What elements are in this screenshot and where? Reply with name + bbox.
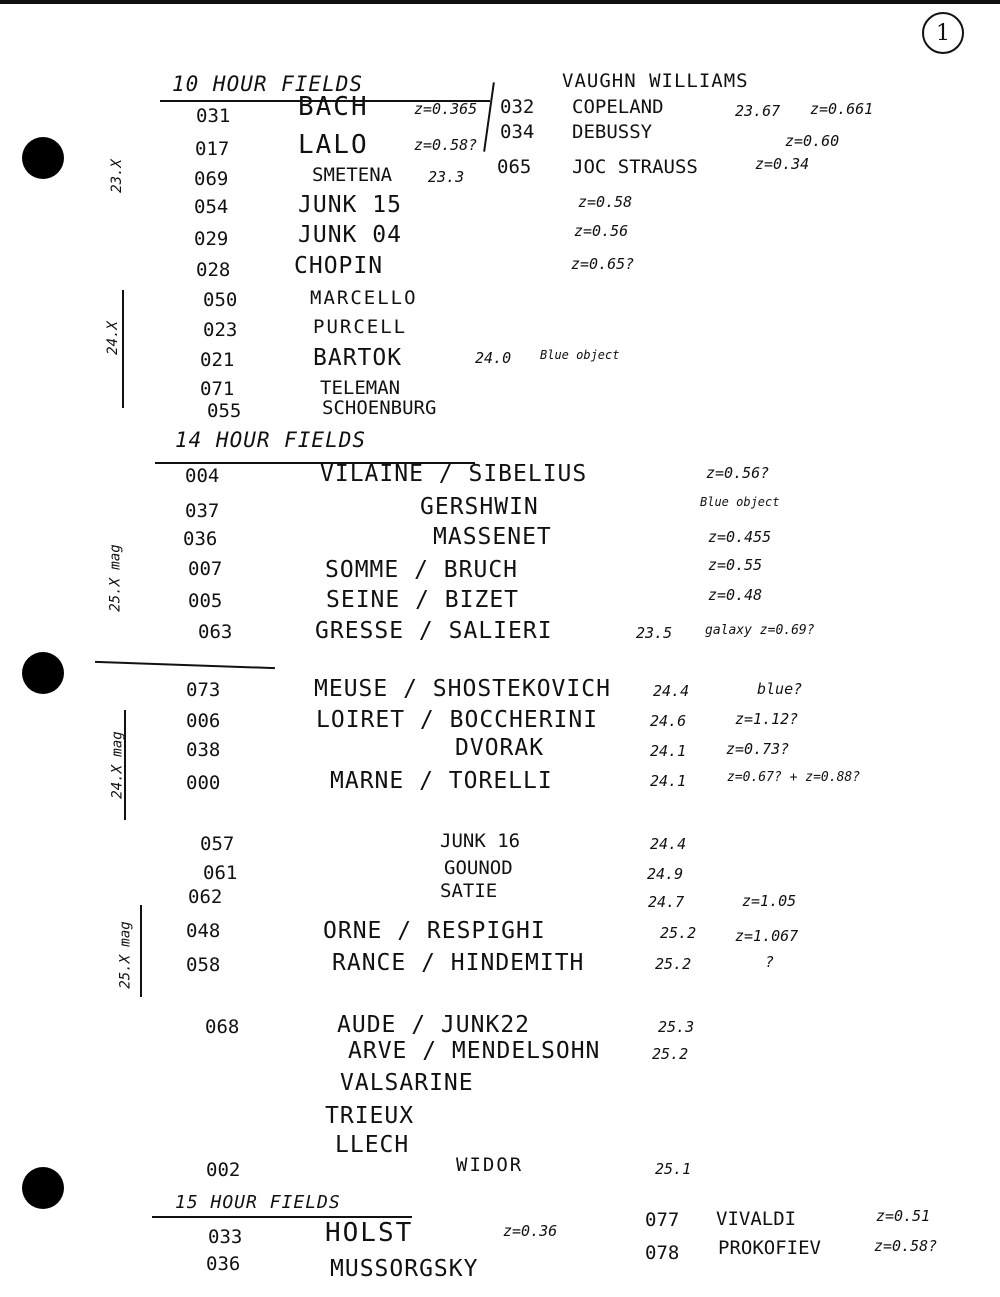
- page-number: 1: [922, 12, 964, 54]
- field-name: JUNK 15: [298, 192, 402, 218]
- field-note: ?: [765, 953, 775, 971]
- field-name: LALO: [298, 130, 369, 160]
- field-note: z=0.65?: [571, 255, 635, 273]
- field-id: 004: [185, 465, 220, 487]
- field-name: SEINE / BIZET: [326, 587, 520, 613]
- field-note: z=1.05: [742, 892, 797, 910]
- field-name: LLECH: [335, 1132, 410, 1158]
- field-mag: 25.2: [660, 924, 697, 942]
- field-note: galaxy z=0.69?: [705, 623, 815, 638]
- field-name: JUNK 04: [298, 222, 402, 248]
- field-id: 006: [186, 710, 221, 732]
- field-note: 24.0: [475, 349, 512, 367]
- side-bracket: [140, 905, 142, 997]
- field-mag: 25.2: [655, 955, 692, 973]
- field-name: SCHOENBURG: [322, 397, 437, 419]
- field-mag: 24.4: [650, 835, 687, 853]
- field-id: 028: [196, 259, 231, 281]
- field-id: 033: [208, 1226, 243, 1248]
- field-note: 23.3: [428, 168, 465, 186]
- field-note: z=0.51: [876, 1207, 931, 1225]
- field-id: 054: [194, 196, 229, 218]
- punch-hole: [22, 652, 64, 694]
- field-mag: 24.6: [650, 712, 687, 730]
- field-mag: 24.1: [650, 742, 687, 760]
- field-id: 057: [200, 833, 235, 855]
- field-name: BARTOK: [313, 345, 403, 371]
- field-note: z=0.55: [708, 556, 763, 574]
- field-note: z=0.48: [708, 586, 763, 604]
- right-row-name: DEBUSSY: [572, 121, 653, 143]
- side-note: 23.X: [108, 159, 125, 193]
- field-name: VILAINE / SIBELIUS: [320, 461, 588, 487]
- right-row-id: 065: [497, 156, 532, 178]
- field-id: 050: [203, 289, 238, 311]
- right-row-id: 032: [500, 96, 535, 118]
- field-mag: 23.5: [636, 624, 673, 642]
- field-mag: 25.2: [652, 1045, 689, 1063]
- field-note: z=0.67? + z=0.88?: [727, 770, 861, 785]
- field-id: 048: [186, 920, 221, 942]
- field-id: 038: [186, 739, 221, 761]
- side-note: 25.X mag: [107, 544, 124, 612]
- field-id: 005: [188, 590, 223, 612]
- field-note: z=0.455: [708, 528, 772, 546]
- punch-hole: [22, 137, 64, 179]
- field-id: 078: [645, 1242, 680, 1264]
- section-header-10-hour: 10 HOUR FIELDS: [172, 72, 364, 96]
- field-id: 036: [206, 1253, 241, 1275]
- right-row-id: 034: [500, 121, 535, 143]
- field-name: PURCELL: [313, 316, 408, 338]
- field-note: z=0.73?: [726, 740, 790, 758]
- field-id: 055: [207, 400, 242, 422]
- field-name: ARVE / MENDELSOHN: [348, 1038, 601, 1064]
- field-note: z=0.56?: [706, 464, 770, 482]
- field-id: 062: [188, 886, 223, 908]
- field-note: z=0.58?: [414, 136, 478, 154]
- field-id: 069: [194, 168, 229, 190]
- field-id: 063: [198, 621, 233, 643]
- field-id: 036: [183, 528, 218, 550]
- field-name: VALSARINE: [340, 1070, 474, 1096]
- field-name: GRESSE / SALIERI: [315, 618, 553, 644]
- field-name: MEUSE / SHOSTEKOVICH: [314, 676, 611, 702]
- field-id: 073: [186, 679, 221, 701]
- field-name: MASSENET: [433, 524, 552, 550]
- field-name: BACH: [298, 92, 369, 122]
- field-name: DVORAK: [455, 735, 545, 761]
- field-note: z=0.58: [578, 193, 633, 211]
- field-name: MARCELLO: [310, 287, 418, 309]
- field-note: z=0.36: [503, 1222, 558, 1240]
- field-name: WIDOR: [456, 1154, 524, 1176]
- side-bracket: [122, 290, 124, 408]
- field-id: 068: [205, 1016, 240, 1038]
- field-mag: 25.3: [658, 1018, 695, 1036]
- field-mag: 24.7: [648, 893, 685, 911]
- field-name: ORNE / RESPIGHI: [323, 918, 546, 944]
- field-extra: Blue object: [540, 348, 620, 362]
- field-note: z=0.56: [574, 222, 629, 240]
- field-name: TRIEUX: [325, 1103, 415, 1129]
- field-name: JUNK 16: [440, 830, 521, 852]
- field-id: 061: [203, 862, 238, 884]
- right-row-z: z=0.661: [810, 100, 874, 118]
- side-note: 24.X: [104, 321, 121, 355]
- field-id: 077: [645, 1209, 680, 1231]
- field-name: HOLST: [325, 1218, 414, 1248]
- ten-hour-top-note: VAUGHN WILLIAMS: [562, 70, 749, 92]
- field-name: VIVALDI: [716, 1208, 797, 1230]
- field-name: LOIRET / BOCCHERINI: [316, 707, 599, 733]
- field-mag: 24.1: [650, 772, 687, 790]
- divider-line: [95, 661, 275, 669]
- right-row-mag: 23.67: [735, 102, 781, 120]
- field-name: SMETENA: [312, 164, 393, 186]
- field-mag: 24.9: [647, 865, 684, 883]
- bracket-line: [483, 82, 495, 152]
- side-note: 25.X mag: [117, 921, 134, 989]
- field-name: MARNE / TORELLI: [330, 768, 553, 794]
- section-header-15-hour: 15 HOUR FIELDS: [175, 1192, 341, 1213]
- field-name: AUDE / JUNK22: [337, 1012, 531, 1038]
- field-id: 029: [194, 228, 229, 250]
- field-name: CHOPIN: [294, 253, 384, 279]
- field-id: 021: [200, 349, 235, 371]
- field-note: z=0.365: [414, 100, 478, 118]
- field-name: RANCE / HINDEMITH: [332, 950, 585, 976]
- field-name: SOMME / BRUCH: [325, 557, 519, 583]
- field-note: z=1.12?: [735, 710, 799, 728]
- field-mag: 24.4: [653, 682, 690, 700]
- field-note: z=1.067: [735, 927, 799, 945]
- field-id: 071: [200, 378, 235, 400]
- field-note: z=0.58?: [874, 1237, 938, 1255]
- right-row-z: z=0.60: [785, 132, 840, 150]
- punch-hole: [22, 1167, 64, 1209]
- right-row-name: COPELAND: [572, 96, 664, 118]
- right-row-z: z=0.34: [755, 155, 810, 173]
- field-id: 058: [186, 954, 221, 976]
- field-id: 017: [195, 138, 230, 160]
- section-header-14-hour: 14 HOUR FIELDS: [175, 428, 367, 452]
- field-note: blue?: [757, 680, 803, 698]
- top-edge-bar: [0, 0, 1000, 4]
- field-name: GOUNOD: [444, 857, 513, 879]
- field-name: TELEMAN: [320, 377, 401, 399]
- field-name: MUSSORGSKY: [330, 1256, 479, 1282]
- field-note: Blue object: [700, 495, 780, 509]
- field-id: 031: [196, 105, 231, 127]
- field-name: GERSHWIN: [420, 494, 539, 520]
- right-row-name: JOC STRAUSS: [572, 156, 698, 178]
- field-mag: 25.1: [655, 1160, 692, 1178]
- field-id: 000: [186, 772, 221, 794]
- field-id: 002: [206, 1159, 241, 1181]
- field-id: 037: [185, 500, 220, 522]
- field-id: 007: [188, 558, 223, 580]
- field-name: SATIE: [440, 880, 498, 902]
- field-name: PROKOFIEV: [718, 1237, 821, 1259]
- side-note: 24.X mag: [109, 731, 126, 799]
- field-id: 023: [203, 319, 238, 341]
